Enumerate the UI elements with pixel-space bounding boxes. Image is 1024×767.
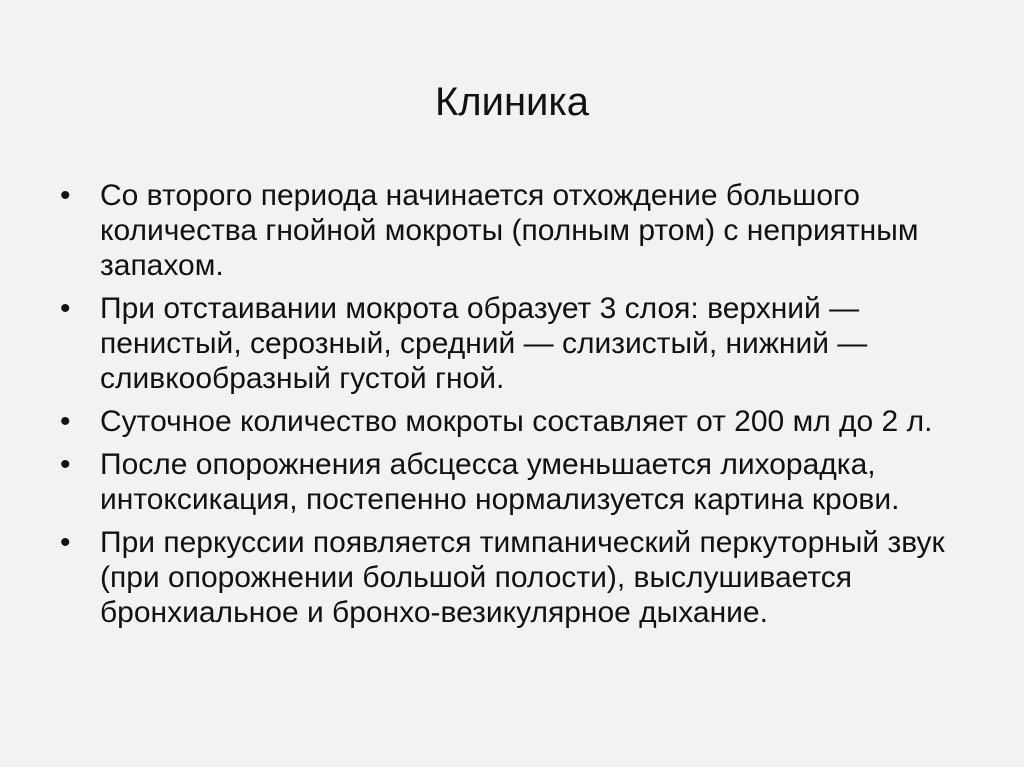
bullet-item	[56, 525, 976, 630]
bullet-text: При перкуссии появляется тимпанический перкуторный звук (при опорожнении большой полости), выслушивается бронхиальное и бронхо-везикулярное дыхание.	[100, 526, 945, 629]
bullet-dot-icon: •	[60, 179, 71, 212]
bullet-dot-icon: •	[60, 526, 71, 559]
bullet-text: При отстаивании мокрота образует 3 слоя: верхний — пенистый, серозный, средний — слизистый, нижний — сливкообразный густой гной.	[100, 292, 868, 395]
bullet-dot-icon: •	[60, 292, 71, 325]
bullet-item	[56, 291, 976, 396]
bullet-dot-icon: •	[60, 405, 71, 438]
slide-title: Клиника	[434, 80, 590, 124]
bullet-dot-icon: •	[60, 448, 71, 481]
bullet-text: Суточное количество мокроты составляет от 200 мл до 2 л.	[100, 405, 933, 438]
bullet-text: После опорожнения абсцесса уменьшается лихорадка, интоксикация, постепенно нормализуется картина крови.	[100, 448, 900, 516]
bullet-item	[56, 404, 976, 439]
bullet-list	[56, 178, 976, 638]
bullet-item	[56, 447, 976, 517]
bullet-item	[56, 178, 976, 283]
bullet-text: Со второго периода начинается отхождение большого количества гнойной мокроты (полным ртом) с неприятным запахом.	[100, 179, 919, 282]
